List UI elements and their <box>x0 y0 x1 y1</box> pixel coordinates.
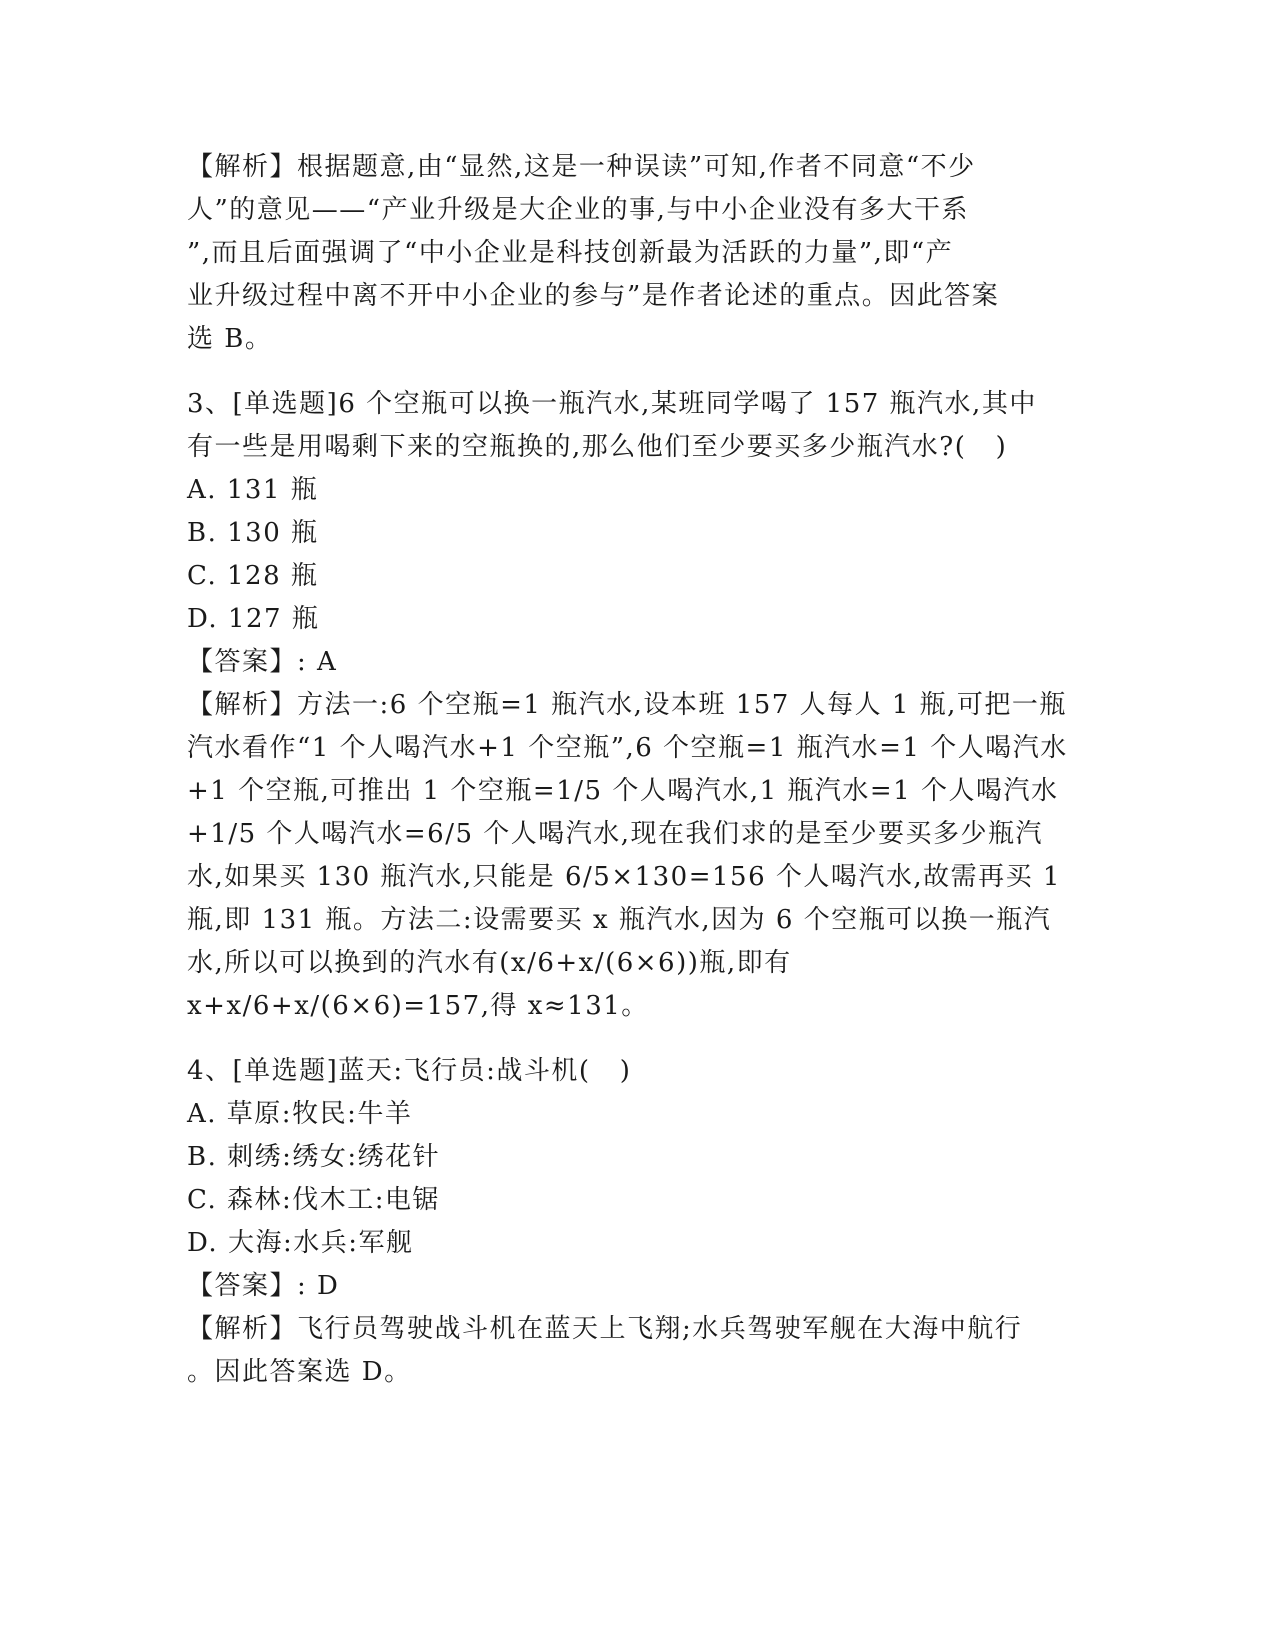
analysis-line: +1/5 个人喝汽水=6/5 个人喝汽水,现在我们求的是至少要买多少瓶汽 <box>187 819 1044 849</box>
previous-analysis <box>187 146 1087 361</box>
answer-line: 【答案】: A <box>187 647 338 677</box>
question-3 <box>187 383 1087 1028</box>
spacer <box>187 1028 1087 1050</box>
option-a: A. 草原:牧民:牛羊 <box>187 1099 413 1129</box>
question-stem-line: 4、[单选题]蓝天:飞行员:战斗机( ) <box>187 1056 632 1086</box>
spacer <box>187 361 1087 383</box>
question-stem-line: 3、[单选题]6 个空瓶可以换一瓶汽水,某班同学喝了 157 瓶汽水,其中 <box>187 389 1037 419</box>
option-a: A. 131 瓶 <box>187 475 319 505</box>
analysis-line: 。因此答案选 D。 <box>187 1357 412 1387</box>
analysis-line: 选 B。 <box>187 324 273 354</box>
option-d: D. 127 瓶 <box>187 604 320 634</box>
option-b: B. 刺绣:绣女:绣花针 <box>187 1142 441 1172</box>
analysis-line: 汽水看作“1 个人喝汽水+1 个空瓶”,6 个空瓶=1 瓶汽水=1 个人喝汽水 <box>187 733 1068 763</box>
analysis-line: 水,如果买 130 瓶汽水,只能是 6/5×130=156 个人喝汽水,故需再买 1 <box>187 862 1061 892</box>
option-d: D. 大海:水兵:军舰 <box>187 1228 414 1258</box>
analysis-line: ”,而且后面强调了“中小企业是科技创新最为活跃的力量”,即“产 <box>187 238 954 268</box>
option-b: B. 130 瓶 <box>187 518 319 548</box>
option-c: C. 128 瓶 <box>187 561 319 591</box>
question-4 <box>187 1050 1087 1394</box>
analysis-line: 【解析】根据题意,由“显然,这是一种误读”可知,作者不同意“不少 <box>187 152 976 182</box>
answer-line: 【答案】: D <box>187 1271 340 1301</box>
analysis-line: 人”的意见——“产业升级是大企业的事,与中小企业没有多大干系 <box>187 195 969 225</box>
analysis-line: 水,所以可以换到的汽水有(x/6+x/(6×6))瓶,即有 <box>187 948 792 978</box>
question-stem-line: 有一些是用喝剩下来的空瓶换的,那么他们至少要买多少瓶汽水?( ) <box>187 432 1008 462</box>
analysis-line: 【解析】方法一:6 个空瓶=1 瓶汽水,设本班 157 人每人 1 瓶,可把一瓶 <box>187 690 1067 720</box>
document-content <box>187 146 1087 1394</box>
analysis-line: +1 个空瓶,可推出 1 个空瓶=1/5 个人喝汽水,1 瓶汽水=1 个人喝汽水 <box>187 776 1059 806</box>
analysis-line: x+x/6+x/(6×6)=157,得 x≈131。 <box>187 991 649 1021</box>
analysis-line: 瓶,即 131 瓶。方法二:设需要买 x 瓶汽水,因为 6 个空瓶可以换一瓶汽 <box>187 905 1052 935</box>
option-c: C. 森林:伐木工:电锯 <box>187 1185 441 1215</box>
analysis-line: 【解析】飞行员驾驶战斗机在蓝天上飞翔;水兵驾驶军舰在大海中航行 <box>187 1314 1023 1344</box>
analysis-line: 业升级过程中离不开中小企业的参与”是作者论述的重点。因此答案 <box>187 281 1000 311</box>
